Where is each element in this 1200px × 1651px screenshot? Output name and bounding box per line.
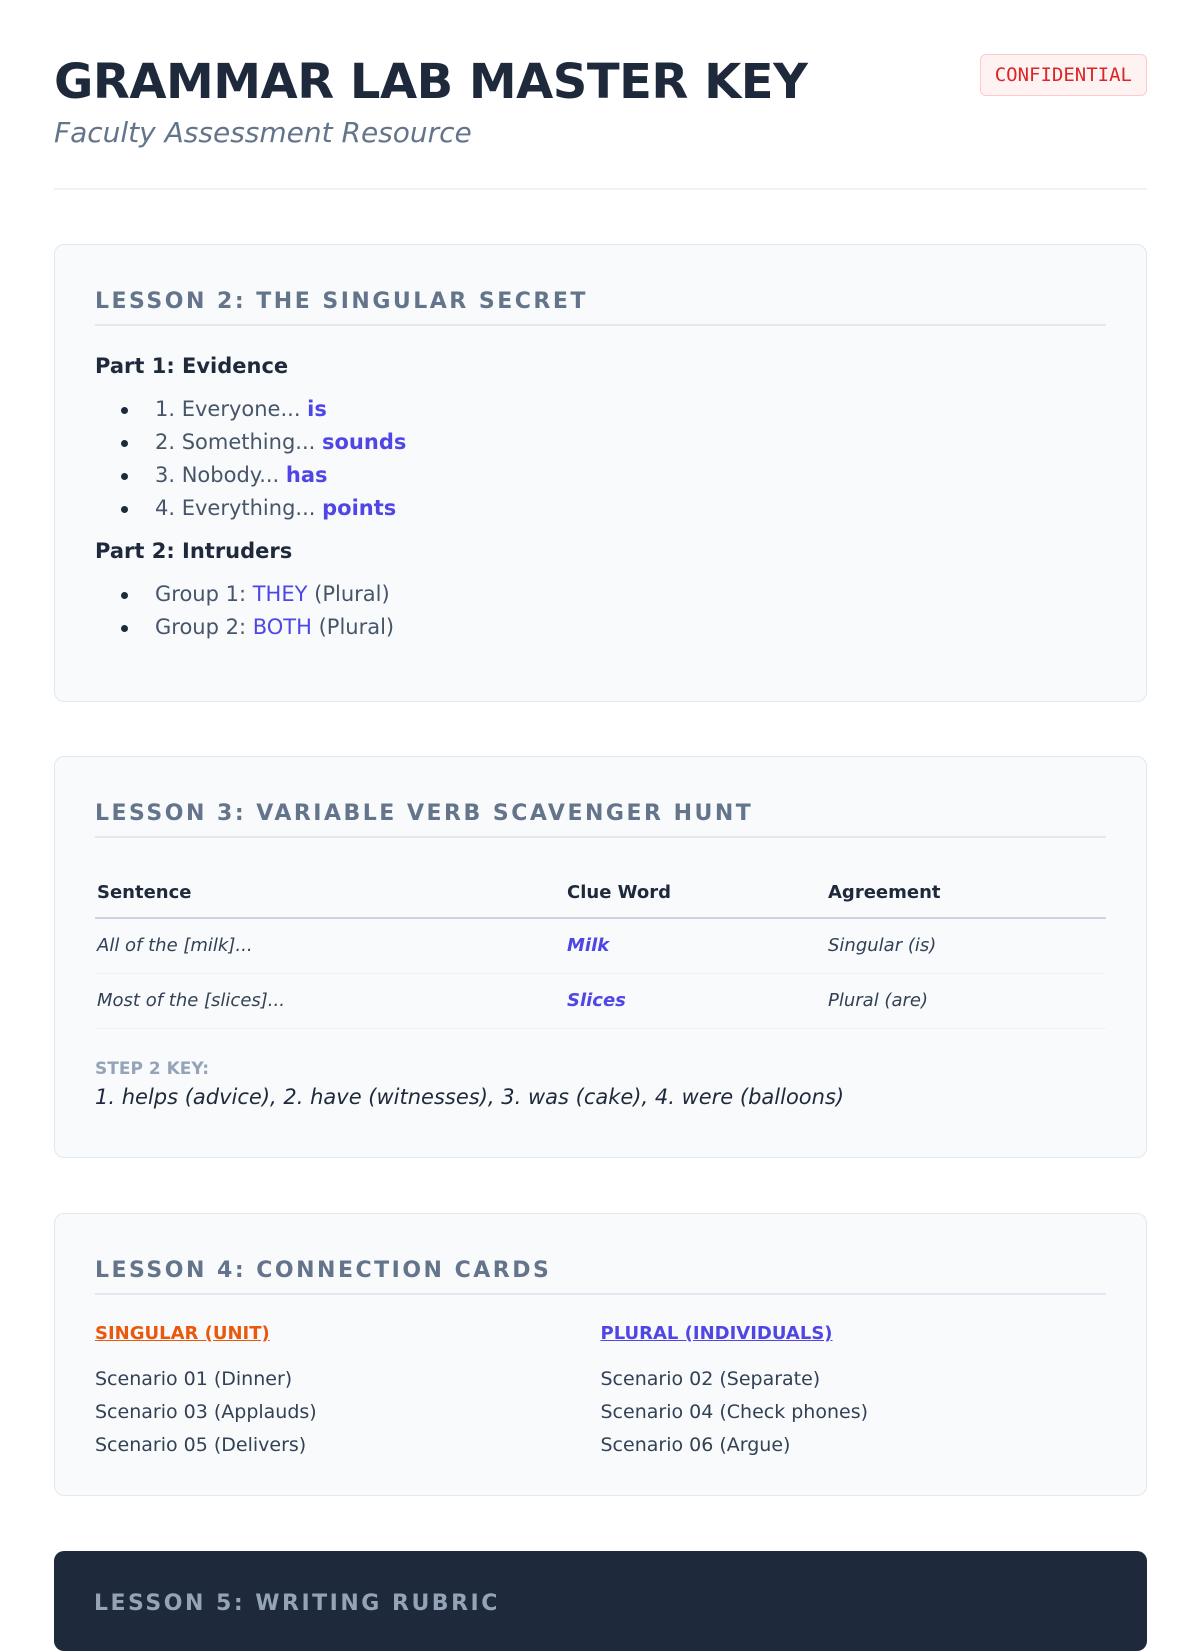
answer-word: THEY [252,582,308,606]
agreement-cell: Plural (are) [826,973,1106,1028]
item-text: 4. Everything... [155,496,323,520]
singular-column [95,1323,601,1462]
list-item: Scenario 06 (Argue) [600,1434,791,1456]
column-header: Agreement [826,868,1106,918]
answer-word: has [285,463,328,487]
agreement-cell: Singular (is) [826,918,1106,973]
answer-word: is [307,397,327,421]
clue-cell: Slices [565,973,826,1028]
item-text: 2. Something... [155,430,322,454]
clue-cell: Milk [565,918,826,973]
page-title: GRAMMAR LAB MASTER KEY [54,54,808,110]
connection-columns [95,1323,1106,1462]
lesson-2-title: LESSON 2: THE SINGULAR SECRET [95,245,1106,326]
part-1-heading: Part 1: Evidence [95,354,289,378]
plural-column [601,1323,1107,1462]
lesson-4-card [54,1213,1147,1496]
item-text: 1. Everyone... [155,397,308,421]
list-item: Scenario 01 (Dinner) [95,1368,293,1390]
page-subtitle: Faculty Assessment Resource [54,116,472,149]
evidence-list [95,393,1106,525]
sentence-cell: Most of the [slices]... [95,973,565,1028]
list-item [119,611,1106,644]
part-2-heading: Part 2: Intruders [95,539,293,563]
item-text: Group 1: [155,582,253,606]
item-suffix: (Plural) [307,582,390,606]
answer-word: sounds [322,430,407,454]
list-item [119,426,1106,459]
singular-heading: SINGULAR (UNIT) [95,1323,270,1344]
item-text: Group 2: [155,615,253,639]
list-item [119,393,1106,426]
column-header: Sentence [95,868,565,918]
lesson-5-card [54,1551,1147,1651]
list-item [119,578,1106,611]
list-item: Scenario 03 (Applauds) [95,1401,317,1423]
lesson-5-title: LESSON 5: WRITING RUBRIC [94,1591,500,1616]
table-row [95,918,1106,973]
plural-heading: PLURAL (INDIVIDUALS) [600,1323,833,1344]
item-text: 3. Nobody... [155,463,286,487]
answer-word: points [322,496,397,520]
table-header-row [95,868,1106,918]
lesson-2-card [54,244,1147,702]
lesson-3-title: LESSON 3: VARIABLE VERB SCAVENGER HUNT [95,757,1106,838]
answer-word: BOTH [252,615,312,639]
lesson-3-card [54,756,1147,1158]
step-2-label: STEP 2 KEY: [95,1058,209,1079]
table-row [95,973,1106,1028]
column-header: Clue Word [565,868,826,918]
list-item [119,459,1106,492]
list-item: Scenario 04 (Check phones) [600,1401,869,1423]
item-suffix: (Plural) [311,615,395,639]
sentence-cell: All of the [milk]... [95,918,565,973]
lesson-4-title: LESSON 4: CONNECTION CARDS [95,1214,1106,1295]
intruders-list [95,578,1106,644]
list-item [119,492,1106,525]
scavenger-table [95,868,1106,1029]
step-2-key: 1. helps (advice), 2. have (witnesses), 3. was (cake), 4. were (balloons) [95,1084,845,1109]
list-item: Scenario 02 (Separate) [600,1368,821,1390]
list-item: Scenario 05 (Delivers) [95,1434,307,1456]
document-header [54,50,1147,190]
confidential-badge: CONFIDENTIAL [980,54,1147,96]
